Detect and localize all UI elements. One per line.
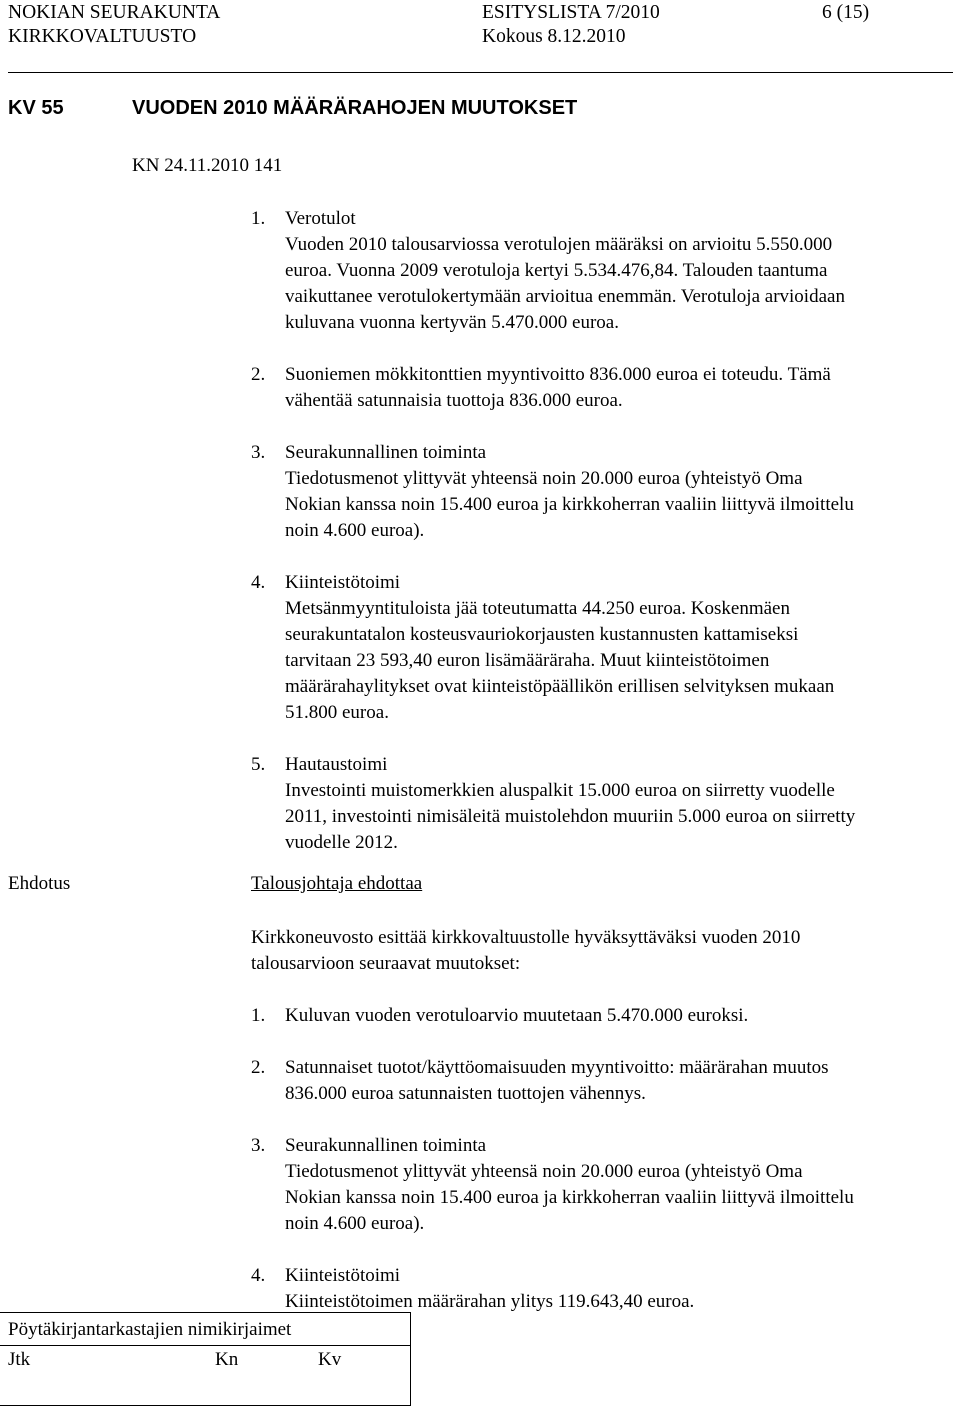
item-number: 3. — [251, 1135, 266, 1156]
item-heading: Kiinteistötoimi — [285, 1265, 401, 1286]
item-line: Kuluvan vuoden verotuloarvio muutetaan 5.470.000 euroksi. — [285, 1005, 749, 1026]
item-line: Investointi muistomerkkien aluspalkit 15.000 euroa on siirretty vuodelle — [285, 780, 835, 801]
signature-title: Pöytäkirjantarkastajien nimikirjaimet — [8, 1319, 292, 1340]
list-item — [251, 1263, 854, 1315]
proposal-label: Ehdotus — [8, 873, 71, 894]
list-item — [251, 206, 855, 336]
section-reference: KN 24.11.2010 141 — [132, 155, 283, 176]
section-title: VUODEN 2010 MÄÄRÄRAHOJEN MUUTOKSET — [132, 97, 578, 119]
item-line: Kiinteistötoimen määrärahan ylitys 119.643,40 euroa. — [285, 1291, 695, 1312]
item-line: määrärahaylitykset ovat kiinteistöpäällikön erillisen selvityksen mukaan — [285, 676, 835, 697]
proposal-intro-line: talousarvioon seuraavat muutokset: — [251, 953, 521, 974]
item-number: 4. — [251, 1265, 266, 1286]
item-number: 2. — [251, 364, 266, 385]
list-item — [251, 570, 855, 726]
item-line: Nokian kanssa noin 15.400 euroa ja kirkkoherran vaaliin liittyvä ilmoittelu — [285, 494, 854, 515]
item-line: noin 4.600 euroa). — [285, 520, 425, 541]
header-page-number: 6 (15) — [822, 2, 870, 23]
item-line: vuodelle 2012. — [285, 832, 398, 853]
item-line: Metsänmyyntituloista jää toteutumatta 44.250 euroa. Koskenmäen — [285, 598, 790, 619]
proposal-intro-line: Kirkkoneuvosto esittää kirkkovaltuustolle hyväksyttäväksi vuoden 2010 — [251, 927, 801, 948]
item-list — [251, 206, 855, 856]
item-line: kuluvana vuonna kertyvän 5.470.000 euroa. — [285, 312, 619, 333]
signature-col-kn: Kn — [215, 1349, 239, 1370]
item-number: 3. — [251, 442, 266, 463]
item-number: 4. — [251, 572, 266, 593]
signature-divider — [0, 1345, 410, 1346]
header-rule — [8, 72, 953, 73]
item-number: 1. — [251, 1005, 266, 1026]
item-number: 2. — [251, 1057, 266, 1078]
list-item — [251, 752, 855, 856]
list-item — [251, 1133, 854, 1237]
item-line: 51.800 euroa. — [285, 702, 389, 723]
item-number: 1. — [251, 208, 266, 229]
proposal-body — [251, 925, 854, 1315]
header-meeting: Kokous 8.12.2010 — [482, 26, 626, 47]
signature-col-jtk: Jtk — [8, 1349, 31, 1370]
item-line: vähentää satunnaisia tuottoja 836.000 euroa. — [285, 390, 623, 411]
item-heading: Seurakunnallinen toiminta — [285, 1135, 487, 1156]
list-item — [251, 362, 855, 414]
item-line: noin 4.600 euroa). — [285, 1213, 425, 1234]
item-line: Nokian kanssa noin 15.400 euroa ja kirkkoherran vaaliin liittyvä ilmoittelu — [285, 1187, 854, 1208]
item-heading: Kiinteistötoimi — [285, 572, 401, 593]
list-item — [251, 440, 855, 544]
list-item — [251, 1055, 854, 1107]
item-line: Tiedotusmenot ylittyvät yhteensä noin 20.000 euroa (yhteistyö Oma — [285, 468, 803, 489]
section-code: KV 55 — [8, 97, 64, 119]
item-number: 5. — [251, 754, 266, 775]
item-line: 836.000 euroa satunnaisten tuottojen vähennys. — [285, 1083, 646, 1104]
item-heading: Seurakunnallinen toiminta — [285, 442, 487, 463]
signature-col-kv: Kv — [318, 1349, 342, 1370]
item-line: Satunnaiset tuotot/käyttöomaisuuden myyntivoitto: määrärahan muutos — [285, 1057, 829, 1078]
item-line: euroa. Vuonna 2009 verotuloja kertyi 5.534.476,84. Talouden taantuma — [285, 260, 828, 281]
item-heading: Verotulot — [285, 208, 356, 229]
proposal-heading: Talousjohtaja ehdottaa — [251, 873, 423, 894]
item-line: tarvitaan 23 593,40 euron lisämääräraha. Muut kiinteistötoimen — [285, 650, 770, 671]
item-line: Suoniemen mökkitonttien myyntivoitto 836.000 euroa ei toteudu. Tämä — [285, 364, 831, 385]
item-line: vaikuttanee verotulokertymään arvioitua enemmän. Verotuloja arvioidaan — [285, 286, 845, 307]
item-heading: Hautaustoimi — [285, 754, 388, 775]
header-org: NOKIAN SEURAKUNTA — [8, 2, 221, 23]
header-agenda: ESITYSLISTA 7/2010 — [482, 2, 660, 23]
signature-box — [0, 1312, 411, 1406]
item-line: Tiedotusmenot ylittyvät yhteensä noin 20.000 euroa (yhteistyö Oma — [285, 1161, 803, 1182]
item-line: 2011, investointi nimisäleitä muistolehdon muuriin 5.000 euroa on siirretty — [285, 806, 856, 827]
header-body: KIRKKOVALTUUSTO — [8, 26, 197, 47]
list-item — [251, 1003, 854, 1029]
item-line: seurakuntatalon kosteusvauriokorjausten kustannusten kattamiseksi — [285, 624, 799, 645]
item-line: Vuoden 2010 talousarviossa verotulojen määräksi on arvioitu 5.550.000 — [285, 234, 833, 255]
